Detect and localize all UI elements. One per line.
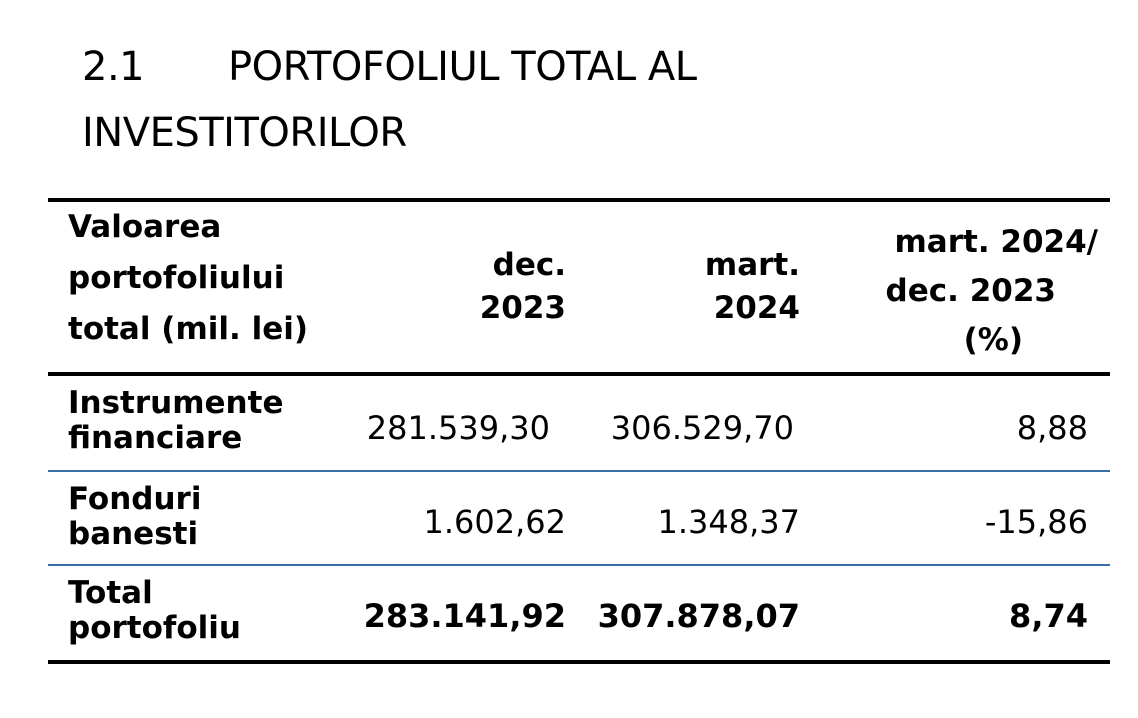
header-label-line: total (mil. lei)	[68, 311, 309, 347]
cell-change-pct-total: 8,74	[1009, 597, 1088, 635]
header-label-line: portofoliului	[68, 260, 285, 296]
row-label-line: financiare	[68, 420, 243, 456]
cell-dec-2023: 281.539,30	[366, 409, 550, 447]
header-label	[68, 202, 308, 355]
header-col-line: mart.	[704, 247, 800, 283]
section-number: 2.1	[82, 44, 145, 90]
header-mart-2024	[600, 244, 800, 330]
header-label-line: Valoarea	[68, 209, 222, 245]
row-label-instrumente	[68, 386, 348, 456]
portfolio-table	[48, 198, 1110, 668]
row-divider	[48, 470, 1110, 472]
cell-dec-2023-total: 283.141,92	[363, 597, 566, 635]
header-dec-2023	[366, 244, 566, 330]
row-divider	[48, 564, 1110, 566]
table-bottom-rule	[48, 660, 1110, 664]
row-label-line: Total	[68, 575, 153, 611]
row-label-fonduri	[68, 482, 348, 552]
cell-mart-2024-total: 307.878,07	[597, 597, 800, 635]
row-label-line: banesti	[68, 516, 199, 552]
header-col-line: (%)	[963, 322, 1023, 358]
header-col-line: dec. 2023	[885, 273, 1056, 309]
row-label-line: Fonduri	[68, 481, 202, 517]
row-label-line: portofoliu	[68, 610, 241, 646]
section-title-line-1: PORTOFOLIUL TOTAL AL	[228, 44, 697, 90]
cell-mart-2024: 306.529,70	[610, 409, 794, 447]
header-bottom-rule	[48, 372, 1110, 376]
cell-dec-2023: 1.602,62	[423, 503, 566, 541]
header-col-line: 2024	[713, 290, 800, 326]
section-heading	[82, 34, 1082, 166]
cell-change-pct: -15,86	[984, 503, 1088, 541]
header-change-pct	[838, 218, 1098, 365]
row-label-total	[68, 576, 348, 646]
cell-mart-2024: 1.348,37	[657, 503, 800, 541]
section-title-line-2: INVESTITORILOR	[82, 110, 407, 156]
header-col-line: dec.	[492, 247, 566, 283]
heading-line-1	[82, 34, 1082, 100]
row-label-line: Instrumente	[68, 385, 284, 421]
header-col-line: mart. 2024/	[894, 224, 1098, 260]
header-col-line: 2023	[479, 290, 566, 326]
cell-change-pct: 8,88	[1016, 409, 1088, 447]
